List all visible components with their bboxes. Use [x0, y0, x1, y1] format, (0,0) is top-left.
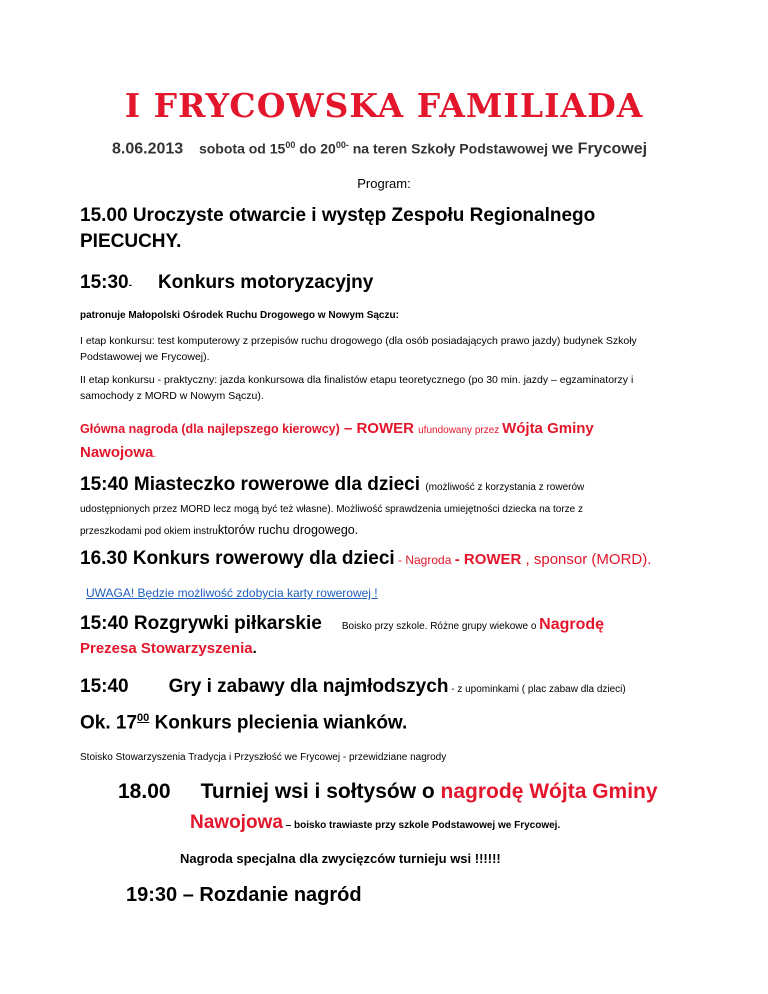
- event-football-prize: Prezesa Stowarzyszenia.: [80, 640, 257, 657]
- event-town-title: 15:40 Miasteczko rowerowe dla dzieci (możliwość z korzystania z rowerów: [80, 474, 585, 495]
- event-dateline: 8.06.2013 sobota od $15^{00}$ do $20^{00-}$ na teren Szkoły Podstawowej we Frycowej: [112, 140, 648, 158]
- event-moto-stage1: I etap konkursu: test komputerowy z przepisów ruchu drogowego (dla osób posiadających prawo jazdy) budynek Szkoły Podstawowej we Frycowej).: [80, 335, 637, 363]
- event-wreaths-note: Stoisko Stowarzyszenia Tradycja i Przyszłość we Frycowej - przewidziane nagrody: [80, 752, 447, 763]
- event-place: we Frycowej: [551, 140, 648, 158]
- event-town-desc: udostępnionych przez MORD lecz mogą być też własne). Możliwość sprawdzenia umiejętności dziecka na torze z przeszkodami pod okiem instruktorów ruchu drogowego.: [80, 504, 583, 537]
- page-title: I FRYCOWSKA FAMILIADA: [124, 86, 644, 125]
- event-bike-contest: 16.30 Konkurs rowerowy dla dzieci - Nagroda - ROWER , sponsor (MORD).: [80, 548, 652, 569]
- bike-card-note: UWAGA! Będzie możliwość zdobycia karty rowerowej !: [86, 586, 378, 600]
- event-moto-patron: patronuje Małopolski Ośrodek Ruchu Drogowego w Nowym Sączu:: [80, 310, 399, 321]
- event-moto-prize: Główna nagroda (dla najlepszego kierowcy) – ROWER ufundowany przez Wójta Gminy Nawojowa.: [80, 420, 594, 461]
- event-tournament: 18.00 Turniej wsi i sołtysów o nagrodę Wójta Gminy: [118, 780, 658, 803]
- event-tournament-place: Nawojowa – boisko trawiaste przy szkole Podstawowej we Frycowej.: [190, 812, 561, 833]
- event-games: 15:40 Gry i zabawy dla najmłodszych - z upominkami ( plac zabaw dla dzieci): [80, 676, 626, 697]
- event-date: 8.06.2013: [112, 140, 184, 158]
- event-moto-stage2: II etap konkursu - praktyczny: jazda konkursowa dla finalistów etapu teoretycznego (po 30 min. jazdy – egzaminatorzy i samochody z MORD w Nowym Sączu).: [80, 374, 634, 402]
- event-moto-title: 15:30- Konkurs motoryzacyjny: [80, 272, 374, 293]
- event-wreaths: Ok. $17^{00}$ Konkurs plecienia wianków.: [80, 712, 408, 734]
- event-opening: 15.00 Uroczyste otwarcie i występ Zespołu Regionalnego PIECUCHY.: [80, 205, 596, 252]
- event-awards: 19:30 – Rozdanie nagród: [126, 884, 362, 906]
- event-football: 15:40 Rozgrywki piłkarskie Boisko przy szkole. Różne grupy wiekowe o Nagrodę: [80, 613, 605, 634]
- program-label: Program:: [357, 176, 411, 191]
- event-special-prize: Nagroda specjalna dla zwycięzców turnieju wsi !!!!!!: [180, 851, 501, 866]
